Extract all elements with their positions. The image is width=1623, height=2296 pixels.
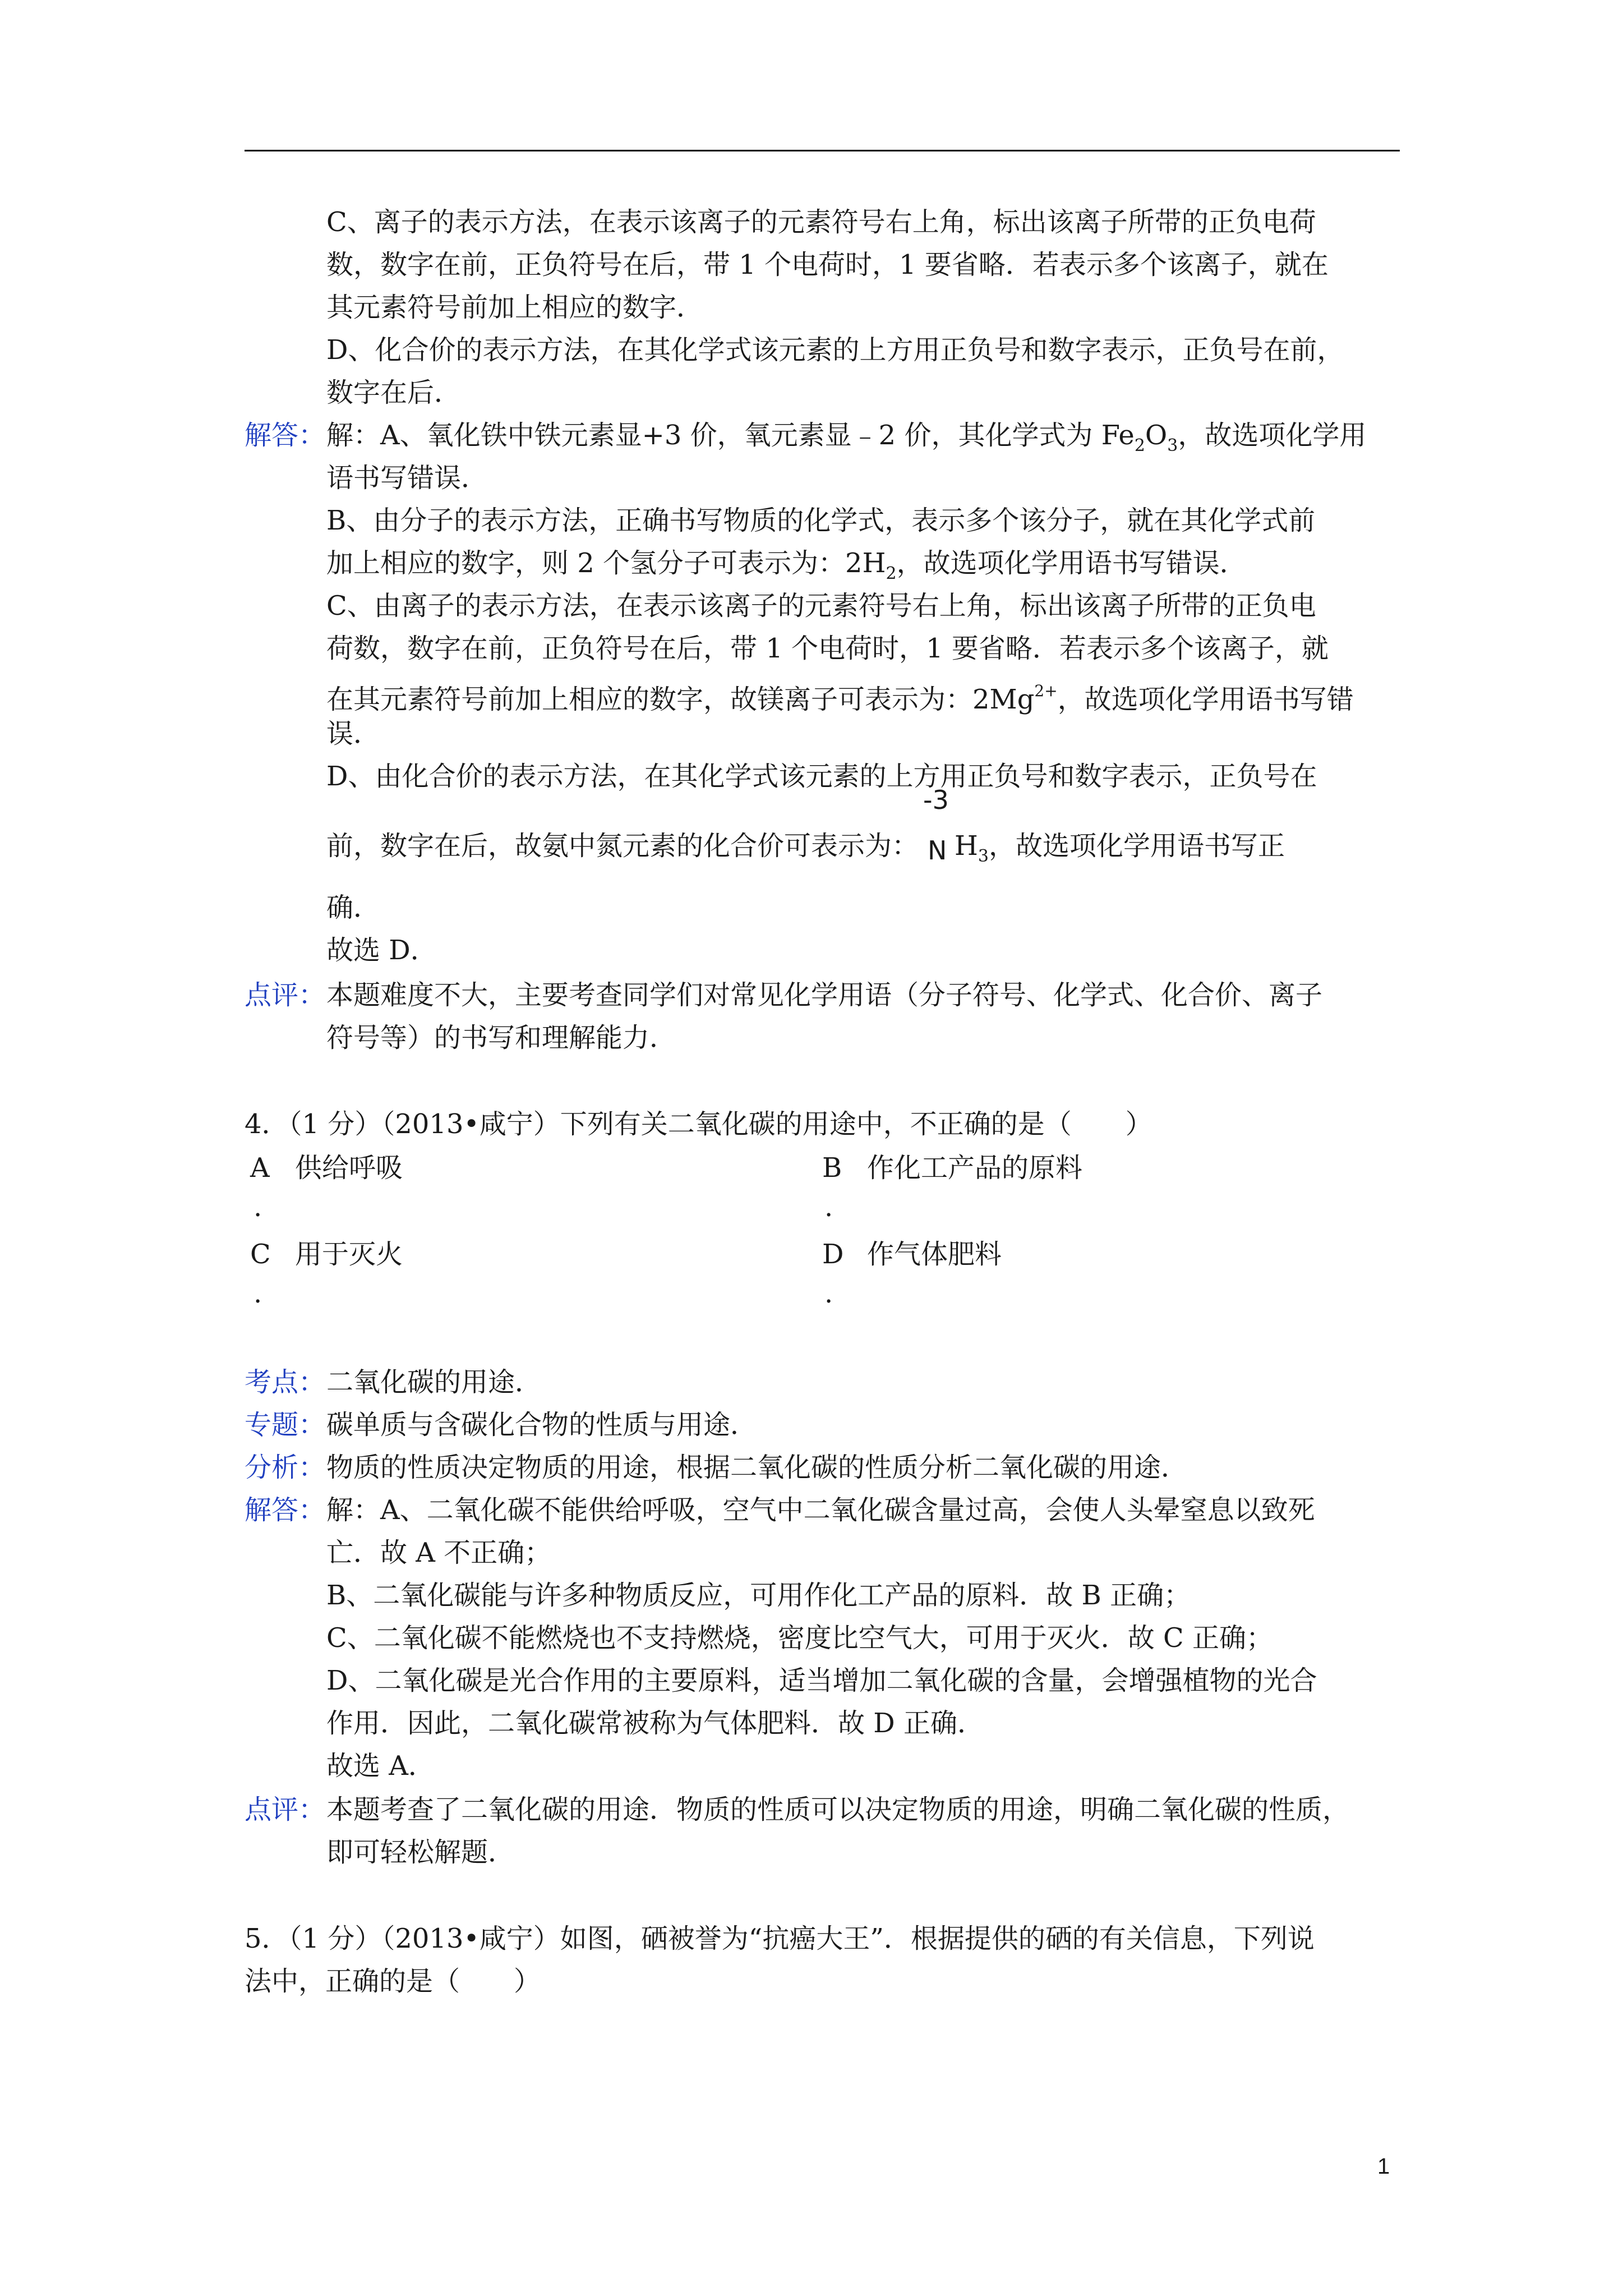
q4-option-c-letter: C (250, 1239, 271, 1270)
q4-answer-line-3: B、二氧化碳能与许多种物质反应，可用作化工产品的原料．故 B 正确； (326, 1580, 1191, 1611)
q4-stem: 4．（1 分）（2013•咸宁）下列有关二氧化碳的用途中，不正确的是（ ） (245, 1108, 1152, 1140)
q3-choice: 故选 D． (326, 935, 437, 966)
q4-answer-label: 解答： (245, 1494, 326, 1526)
q4-answer-line-7: 故选 A． (326, 1750, 435, 1782)
q4-comment-line-2: 即可轻松解题． (326, 1837, 515, 1868)
q3-answer-b-line-1: B、由分子的表示方法，正确书写物质的化学式，表示多个该分子，就在其化学式前 (326, 505, 1316, 536)
q4-option-d-letter: D (822, 1239, 844, 1270)
q3-answer-d-line-1: D、由化合价的表示方法，在其化学式该元素的上方用正负号和数字表示，正负号在 (326, 761, 1317, 792)
q4-option-c-dot: . (253, 1278, 262, 1309)
analysis-d-line-1: D、化合价的表示方法，在其化学式该元素的上方用正负号和数字表示，正负号在前， (326, 334, 1344, 366)
q4-fenxi: 物质的性质决定物质的用途，根据二氧化碳的性质分析二氧化碳的用途． (326, 1452, 1188, 1483)
q4-option-b-text: 作化工产品的原料 (867, 1152, 1083, 1184)
q4-kaodian-label: 考点： (245, 1366, 326, 1398)
q5-stem-line-1: 5．（1 分）（2013•咸宁）如图，硒被誉为“抗癌大王”．根据提供的硒的有关信息，下列说 (245, 1923, 1315, 1954)
header-rule (245, 150, 1400, 151)
q4-kaodian: 二氧化碳的用途． (326, 1366, 542, 1398)
q4-comment-line-1: 本题考查了二氧化碳的用途．物质的性质可以决定物质的用途，明确二氧化碳的性质， (326, 1794, 1350, 1825)
q4-option-a-dot: . (253, 1191, 262, 1223)
q3-answer-b-line-2: 加上相应的数字，则 2 个氢分子可表示为：$2H_2$，故选项化学用语书写错误． (326, 547, 1247, 583)
q3-answer-c-line-1: C、由离子的表示方法，在表示该离子的元素符号右上角，标出该离子所带的正负电 (326, 590, 1316, 622)
q4-answer-line-5: D、二氧化碳是光合作用的主要原料，适当增加二氧化碳的含量，会增强植物的光合 (326, 1665, 1317, 1696)
q3-answer-label: 解答： (245, 420, 326, 451)
q4-option-a-text: 供给呼吸 (295, 1152, 403, 1184)
q4-zhuanti: 碳单质与含碳化合物的性质与用途． (326, 1409, 758, 1441)
q3-answer-c-line-4: 误． (326, 718, 381, 749)
q3-answer-d-line-2: 前，数字在后，故氨中氮元素的化合价可表示为： -3 N $H_3$，故选项化学用语书写正 (326, 785, 1285, 866)
q4-option-b-letter: B (822, 1152, 842, 1184)
q4-answer-line-1: 解：A、二氧化碳不能供给呼吸，空气中二氧化碳含量过高，会使人头晕窒息以致死 (326, 1494, 1315, 1526)
page-number: 1 (1377, 2154, 1390, 2179)
analysis-c-line-2: 数，数字在前，正负符号在后，带 1 个电荷时，1 要省略．若表示多个该离子，就在 (326, 249, 1329, 280)
q3-comment-label: 点评： (245, 979, 326, 1011)
valence-notation: -3 N (923, 785, 949, 866)
q3-answer-d-line-3: 确． (326, 892, 381, 923)
q3-comment-line-2: 符号等）的书写和理解能力． (326, 1022, 677, 1053)
q3-answer-a-line-1: 解：A、氧化铁中铁元素显+3 价，氧元素显﹣2 价，其化学式为 $Fe_2O_3$，故选项化学用 (326, 420, 1367, 455)
q4-option-c-text: 用于灭火 (295, 1239, 403, 1270)
analysis-c-line-1: C、离子的表示方法，在表示该离子的元素符号右上角，标出该离子所带的正负电荷 (326, 206, 1316, 238)
q3-comment-line-1: 本题难度不大，主要考查同学们对常见化学用语（分子符号、化学式、化合价、离子 (326, 979, 1323, 1011)
q3-answer-c-line-2: 荷数，数字在前，正负符号在后，带 1 个电荷时，1 要省略．若表示多个该离子，就 (326, 633, 1329, 664)
q4-fenxi-label: 分析： (245, 1452, 326, 1483)
q5-stem-line-2: 法中，正确的是（ ） (245, 1966, 541, 1997)
q4-answer-line-2: 亡．故 A 不正确； (326, 1537, 552, 1568)
analysis-d-line-2: 数字在后． (326, 377, 462, 408)
q4-answer-line-6: 作用．因此，二氧化碳常被称为气体肥料．故 D 正确． (326, 1708, 985, 1739)
q3-answer-a-line-2: 语书写错误． (326, 462, 488, 494)
q4-comment-label: 点评： (245, 1794, 326, 1825)
q4-zhuanti-label: 专题： (245, 1409, 326, 1441)
q3-answer-c-line-3: 在其元素符号前加上相应的数字，故镁离子可表示为：$2Mg^{2+}$，故选项化学用语书写错 (326, 682, 1354, 715)
q4-option-a-letter: A (250, 1152, 270, 1184)
q4-option-b-dot: . (824, 1191, 833, 1223)
analysis-c-line-3: 其元素符号前加上相应的数字． (326, 292, 704, 323)
q4-option-d-text: 作气体肥料 (867, 1239, 1002, 1270)
q4-answer-line-4: C、二氧化碳不能燃烧也不支持燃烧，密度比空气大，可用于灭火．故 C 正确； (326, 1622, 1273, 1654)
q4-option-d-dot: . (824, 1278, 833, 1309)
